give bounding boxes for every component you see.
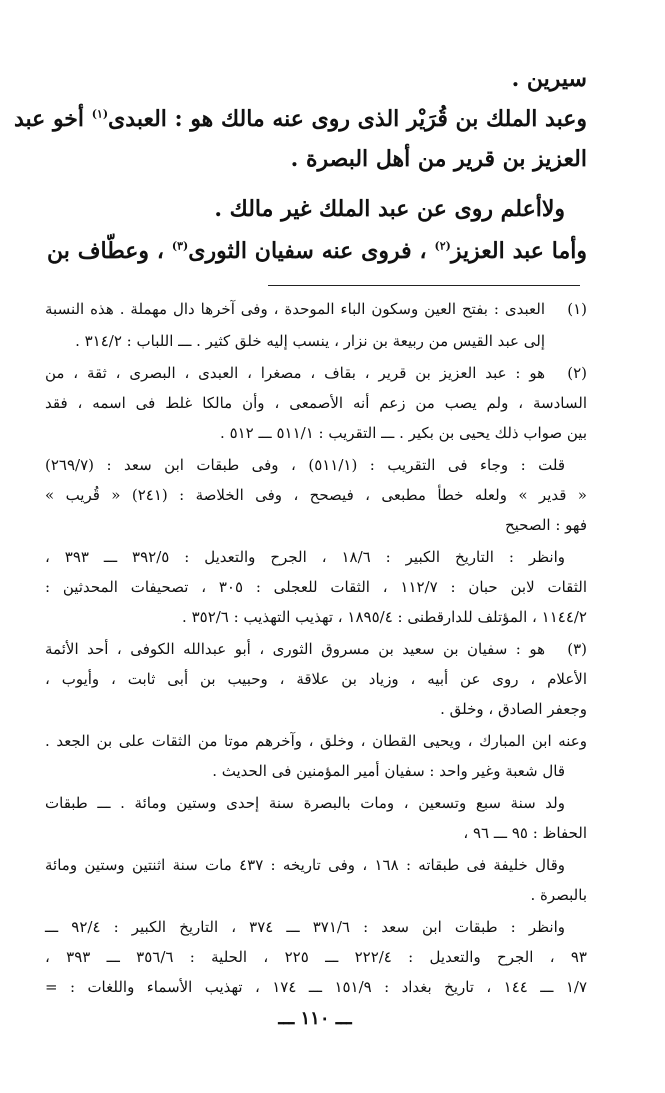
- page-number: ـــ ١١٠ ـــ: [278, 1008, 352, 1029]
- main-line-5-c: ، وعطّاف بن: [47, 238, 172, 264]
- footnote-2-line-1: هو : عبد العزيز بن قرير ، بقاف ، مصغرا ، العبدى ، البصرى ، ثقة ، من: [45, 364, 545, 382]
- main-line-5: [47, 238, 587, 264]
- footnote-1-line-1: العبدى : بفتح العين وسكون الباء الموحدة ، وفى آخرها دال مهملة . هذه النسبة: [45, 300, 545, 318]
- footnote-3-line-4: وعنه ابن المبارك ، ويحيى القطان ، وخلق ، وآخرهم موتا من الثقات على بن الجعد .: [45, 732, 587, 750]
- main-line-4: ولاأعلم روى عن عبد الملك غير مالك .: [214, 196, 565, 222]
- footnote-separator: [268, 285, 580, 286]
- footnote-2-line-2: السادسة ، ولم يصب من زعم أنه الأصمعى ، وأن مالكا غلط فى اسمه ، فقد: [45, 394, 587, 412]
- footnote-2-line-7: وانظر : التاريخ الكبير : ١٨/٦ ، الجرح والتعديل : ٣٩٢/٥ ـــ ٣٩٣ ،: [45, 548, 565, 566]
- main-line-2-a: وعبد الملك بن قُرَيْر الذى روى عنه مالك هو : العبدى: [108, 106, 587, 132]
- footnote-2-number: (٢): [567, 364, 587, 382]
- footnote-ref-2[interactable]: (٢): [434, 239, 451, 253]
- footnote-2-line-8: الثقات لابن حبان : ١١٢/٧ ، الثقات للعجلى : ٣٠٥ ، تصحيفات المحدثين :: [45, 578, 587, 596]
- footnote-2-line-4: قلت : وجاء فى التقريب : (٥١١/١) ، وفى طبقات ابن سعد : (٢٦٩/٧): [45, 456, 566, 474]
- footnote-2-line-3: بين صواب ذلك يحيى بن بكير . ـــ التقريب : ٥١١/١ ـــ ٥١٢ .: [220, 424, 587, 442]
- footnote-3-line-10: وانظر : طبقات ابن سعد : ٣٧١/٦ ـــ ٣٧٤ ، التاريخ الكبير : ٩٢/٤ ـــ: [45, 918, 565, 936]
- footnote-3-line-6: ولد سنة سبع وتسعين ، ومات بالبصرة سنة إحدى وستين ومائة . ـــ طبقات: [45, 794, 565, 812]
- footnote-3-line-7: الحفاظ : ٩٥ ـــ ٩٦ ،: [463, 824, 587, 842]
- footnote-3-line-1: هو : سفيان بن سعيد بن مسروق الثورى ، أبو عبدالله الكوفى ، أحد الأئمة: [45, 640, 545, 658]
- footnote-1-number: (١): [567, 300, 587, 318]
- footnote-2-line-5: « قدير » ولعله خطأ مطبعى ، فيصحح ، وفى الخلاصة : (٢٤١) « قُريب »: [45, 486, 587, 504]
- main-line-1: سيرين .: [511, 66, 587, 92]
- footnote-ref-1[interactable]: (١): [91, 107, 109, 121]
- main-line-5-b: ، فروى عنه سفيان الثورى: [188, 238, 435, 264]
- footnote-2-line-6: فهو : الصحيح: [504, 516, 587, 534]
- footnote-3-line-12: ١/٧ ـــ ١٤٤ ، تاريخ بغداد : ١٥١/٩ ـــ ١٧٤ ، تهذيب الأسماء واللغات : =: [45, 978, 587, 996]
- main-line-2: [13, 106, 587, 132]
- main-line-2-b: أخو عبد: [13, 106, 92, 132]
- footnote-ref-3[interactable]: (٣): [171, 239, 189, 253]
- main-line-3: العزيز بن قرير من أهل البصرة .: [290, 146, 587, 172]
- footnote-3-line-8: وقال خليفة فى طبقاته : ١٦٨ ، وفى تاريخه : ٤٣٧ مات سنة اثنتين وستين ومائة: [45, 856, 565, 874]
- footnote-1-line-2: إلى عبد القيس من ربيعة بن نزار ، ينسب إليه خلق كثير . ـــ اللباب : ٣١٤/٢ .: [75, 332, 545, 350]
- main-line-5-a: وأما عبد العزيز: [450, 238, 587, 264]
- footnote-3-line-11: ٩٣ ، الجرح والتعديل : ٢٢٢/٤ ـــ ٢٢٥ ، الحلية : ٣٥٦/٦ ـــ ٣٩٣ ،: [45, 948, 587, 966]
- footnote-3-line-9: بالبصرة .: [530, 886, 587, 904]
- footnote-3-line-2: الأعلام ، روى عن أبيه ، وزياد بن علاقة ، وحبيب بن أبى ثابت ، وأيوب ،: [45, 670, 587, 688]
- footnote-3-line-5: قال شعبة وغير واحد : سفيان أمير المؤمنين فى الحديث .: [212, 762, 565, 780]
- footnote-2-line-9: ١١٤٤/٢ ، المؤتلف للدارقطنى : ١٨٩٥/٤ ، تهذيب التهذيب : ٣٥٢/٦ .: [182, 608, 587, 626]
- footnote-3-line-3: وجعفر الصادق ، وخلق .: [440, 700, 587, 718]
- footnote-3-number: (٣): [567, 640, 587, 658]
